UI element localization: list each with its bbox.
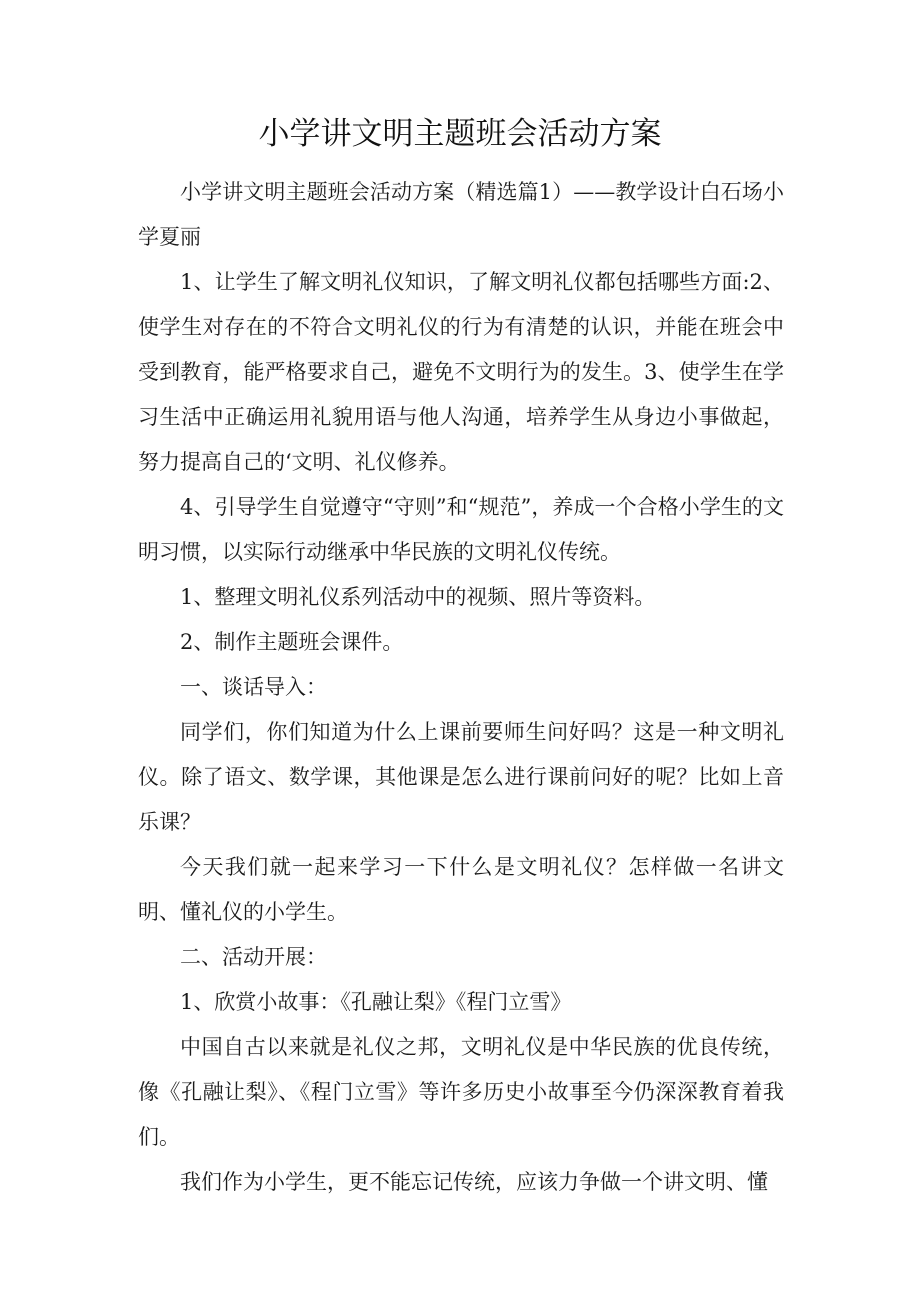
paragraph-intro-talk: 同学们，你们知道为什么上课前要师生问好吗？这是一种文明礼仪。除了语文、数学课，其他课是怎么进行课前问好的呢？比如上音乐课？	[138, 720, 784, 834]
paragraph-prep-1: 1、整理文明礼仪系列活动中的视频、照片等资料。	[180, 585, 656, 609]
paragraph-intro: 小学讲文明主题班会活动方案（精选篇1）——教学设计白石场小学夏丽	[138, 180, 784, 249]
document-body	[138, 170, 784, 1205]
paragraph-goal-4: 4、引导学生自觉遵守“守则”和“规范”，养成一个合格小学生的文明习惯，以实际行动继承中华民族的文明礼仪传统。	[138, 495, 784, 564]
paragraph-tradition: 中国自古以来就是礼仪之邦，文明礼仪是中华民族的优良传统，像《孔融让梨》、《程门立雪》等许多历史小故事至今仍深深教育着我们。	[138, 1035, 784, 1149]
paragraph-prep-2: 2、制作主题班会课件。	[180, 630, 404, 654]
paragraph-today: 今天我们就一起来学习一下什么是文明礼仪？怎样做一名讲文明、懂礼仪的小学生。	[138, 855, 784, 924]
section-heading-activities: 二、活动开展：	[180, 945, 327, 969]
document-title: 小学讲文明主题班会活动方案	[258, 116, 662, 152]
paragraph-stories: 1、欣赏小故事：《孔融让梨》《程门立雪》	[180, 990, 572, 1014]
paragraph-students: 我们作为小学生，更不能忘记传统，应该力争做一个讲文明、懂	[180, 1170, 768, 1194]
paragraph-goals-1-3: 1、让学生了解文明礼仪知识，了解文明礼仪都包括哪些方面:2、使学生对存在的不符合文明礼仪的行为有清楚的认识，并能在班会中受到教育，能严格要求自己，避免不文明行为的发生。3、使学生在学习生活中正确运用礼貌用语与他人沟通，培养学生从身边小事做起，努力提高自己的‘文明、礼仪修养。	[138, 270, 784, 474]
section-heading-intro: 一、谈话导入：	[180, 675, 327, 699]
